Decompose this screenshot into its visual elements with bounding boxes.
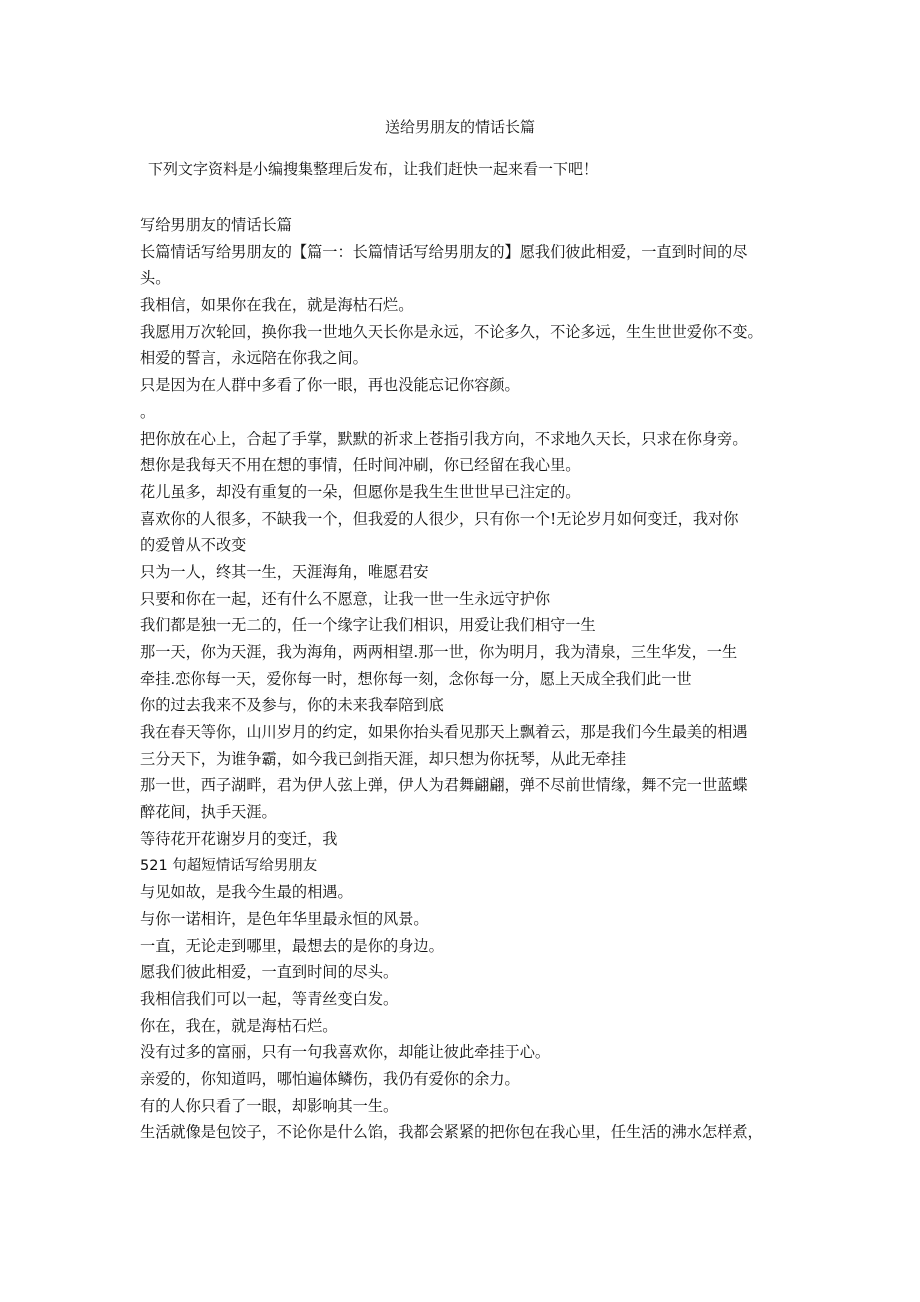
text-line: 没有过多的富丽，只有一句我喜欢你，却能让彼此牵挂于心。: [140, 1043, 551, 1062]
text-line: 花儿虽多，却没有重复的一朵，但愿你是我生生世世早已注定的。: [140, 482, 581, 501]
text-line: 醉花间，执手天涯。: [140, 803, 277, 822]
text-line: 三分天下，为谁争霸，如今我已剑指天涯，却只想为你抚琴，从此无牵挂: [140, 749, 626, 768]
text-line: 521 句超短情话写给男朋友: [140, 857, 318, 874]
text-line: 喜欢你的人很多，不缺我一个，但我爱的人很少，只有你一个!无论岁月如何变迁，我对你: [140, 509, 739, 528]
body-text: [140, 212, 800, 1146]
text-line: 那一天，你为天涯，我为海角，两两相望.那一世，你为明月，我为清泉，三生华发，一生: [140, 643, 738, 661]
text-line: 与你一诺相许，是色年华里最永恒的风景。: [140, 909, 429, 928]
document-title: 送给男朋友的情话长篇: [384, 118, 535, 136]
text-line: 愿我们彼此相爱，一直到时间的尽头。: [140, 963, 399, 982]
text-line: 那一世，西子湖畔，君为伊人弦上弹，伊人为君舞翩翩，弹不尽前世情缘，舞不完一世蓝蝶: [140, 776, 748, 795]
text-line: 想你是我每天不用在想的事情，任时间冲刷，你已经留在我心里。: [140, 456, 581, 475]
text-line: 你在，我在，就是海枯石烂。: [140, 1016, 338, 1035]
text-line: 只是因为在人群中多看了你一眼，再也没能忘记你容颜。: [140, 376, 520, 395]
text-line: 我相信，如果你在我在，就是海枯石烂。: [140, 296, 414, 315]
text-line: 我在春天等你，山川岁月的约定，如果你抬头看见那天上飘着云，那是我们今生最美的相遇: [140, 723, 748, 742]
text-line: 有的人你只看了一眼，却影响其一生。: [140, 1096, 399, 1115]
text-line: 。: [140, 402, 156, 421]
text-line: 头。: [140, 269, 171, 288]
text-line: 一直，无论走到哪里，最想去的是你的身边。: [140, 936, 444, 955]
text-line: 只为一人，终其一生，天涯海角，唯愿君安: [140, 562, 429, 581]
text-line: 我相信我们可以一起，等青丝变白发。: [140, 989, 399, 1008]
text-line: 只要和你在一起，还有什么不愿意，让我一世一生永远守护你: [140, 589, 551, 608]
text-line: 我愿用万次轮回，换你我一世地久天长你是永远，不论多久，不论多远，生生世世爱你不变。: [140, 322, 763, 341]
text-line: 把你放在心上，合起了手掌，默默的祈求上苍指引我方向，不求地久天长，只求在你身旁。: [140, 429, 748, 448]
text-line: 与见如故，是我今生最的相遇。: [140, 883, 353, 902]
text-line: 牵挂.恋你每一天，爱你每一时，想你每一刻，念你每一分，愿上天成全我们此一世: [140, 669, 692, 688]
text-line: 长篇情话写给男朋友的【篇一：长篇情话写给男朋友的】愿我们彼此相爱，一直到时间的尽: [140, 242, 748, 261]
text-line: 你的过去我来不及参与，你的未来我奉陪到底: [140, 696, 444, 715]
text-line: 相爱的誓言，永远陪在你我之间。: [140, 349, 368, 368]
text-line: 我们都是独一无二的，任一个缘字让我们相识，用爱让我们相守一生: [140, 616, 596, 635]
text-line: 亲爱的，你知道吗，哪怕遍体鳞伤，我仍有爱你的余力。: [140, 1070, 520, 1088]
text-line: 等待花开花谢岁月的变迁，我: [140, 829, 338, 848]
text-line: 生活就像是包饺子，不论你是什么馅，我都会紧紧的把你包在我心里，任生活的沸水怎样煮，: [140, 1123, 763, 1142]
text-line: 写给男朋友的情话长篇: [140, 216, 292, 234]
text-line: 的爱曾从不改变: [140, 536, 247, 555]
intro-text: 下列文字资料是小编搜集整理后发布，让我们赶快一起来看一下吧！: [148, 160, 599, 178]
